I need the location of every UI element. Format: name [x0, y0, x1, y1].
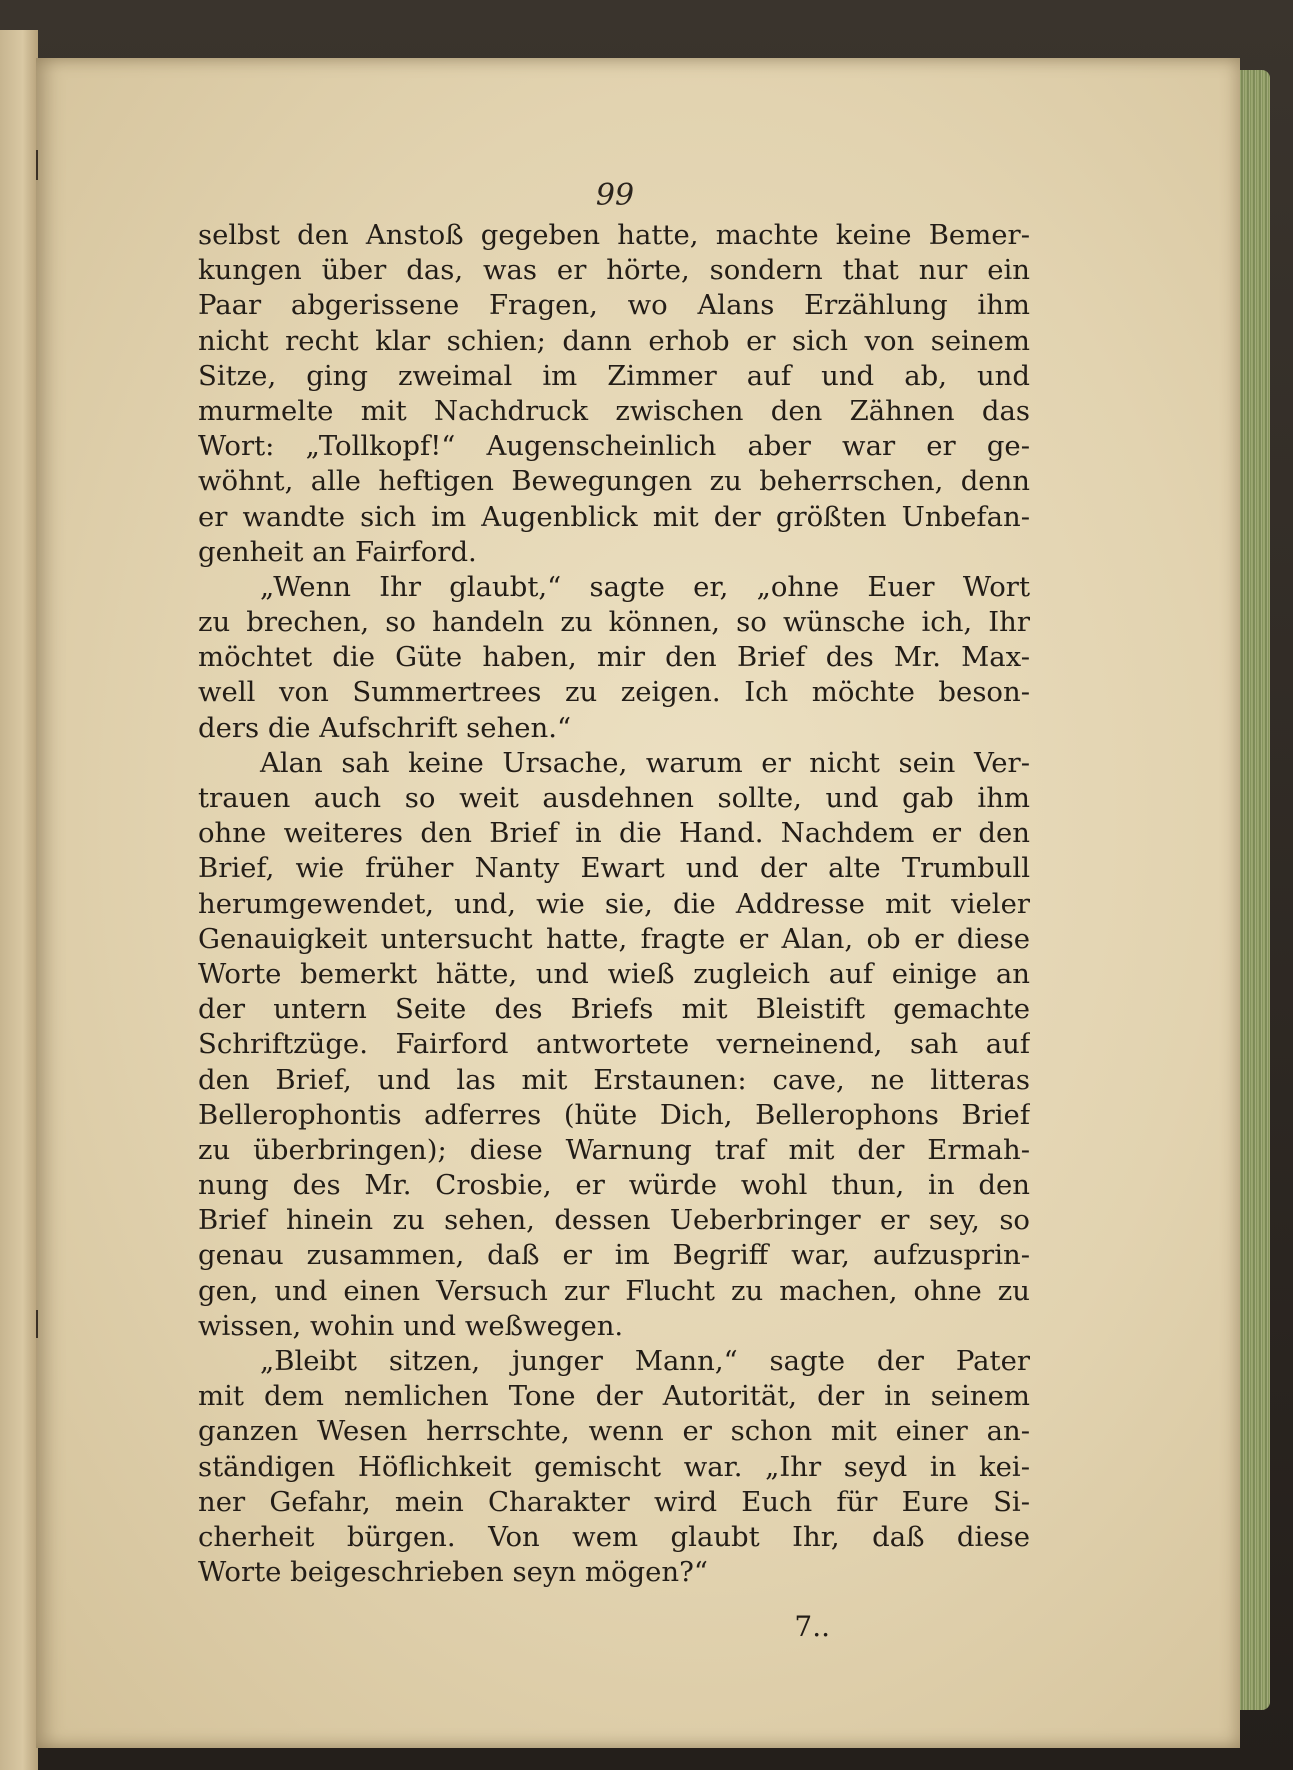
text-line: „Bleibt sitzen, junger Mann,“ sagte der Pater	[260, 1345, 1030, 1377]
text-line: wissen, wohin und weßwegen.	[198, 1309, 624, 1342]
text-line: genau zusammen, daß er im Begriff war, aufzusprin-	[198, 1239, 1030, 1272]
text-line: Alan sah keine Ursache, warum er nicht sein Ver-	[260, 746, 1030, 779]
text-line: well von Summertrees zu zeigen. Ich möchte beson-	[198, 676, 1030, 709]
text-line: gen, und einen Versuch zur Flucht zu machen, ohne zu	[198, 1274, 1030, 1307]
body-text	[198, 218, 1030, 1590]
margin-mark	[36, 150, 38, 180]
text-line: murmelte mit Nachdruck zwischen den Zähnen das	[198, 394, 1030, 427]
text-line: selbst den Anstoß gegeben hatte, machte keine Bemer-	[198, 219, 1030, 251]
text-line: der untern Seite des Briefs mit Bleistift gemachte	[198, 993, 1030, 1026]
text-line: ganzen Wesen herrschte, wenn er schon mit einer an-	[198, 1415, 1030, 1448]
text-line: mit dem nemlichen Tone der Autorität, der in seinem	[198, 1380, 1030, 1413]
text-line: Worte beigeschrieben seyn mögen?“	[198, 1556, 708, 1589]
text-line: er wandte sich im Augenblick mit der größten Unbefan-	[198, 500, 1030, 533]
text-line: Brief hinein zu sehen, dessen Ueberbringer er sey, so	[198, 1204, 1030, 1237]
text-line: den Brief, und las mit Erstaunen: cave, ne litteras	[198, 1063, 1030, 1096]
text-line: cherheit bürgen. Von wem glaubt Ihr, daß diese	[198, 1520, 1030, 1553]
text-line: Paar abgerissene Fragen, wo Alans Erzählung ihm	[198, 289, 1030, 322]
text-line: ner Gefahr, mein Charakter wird Euch für Eure Si-	[198, 1485, 1030, 1518]
text-line: ohne weiteres den Brief in die Hand. Nachdem er den	[198, 817, 1030, 850]
page-number: 99	[595, 178, 635, 213]
facing-page-edge	[0, 30, 38, 1770]
text-line: trauen auch so weit ausdehnen sollte, und gab ihm	[198, 782, 1030, 814]
text-line: ständigen Höflichkeit gemischt war. „Ihr seyd in kei-	[198, 1450, 1030, 1483]
text-line: Brief, wie früher Nanty Ewart und der alte Trumbull	[198, 852, 1030, 885]
text-line: Genauigkeit untersucht hatte, fragte er Alan, ob er diese	[198, 922, 1030, 955]
text-line: kungen über das, was er hörte, sondern that nur ein	[198, 254, 1030, 287]
text-line: Schriftzüge. Fairford antwortete verneinend, sah auf	[198, 1028, 1030, 1061]
text-line: Worte bemerkt hätte, und wieß zugleich auf einige an	[198, 957, 1030, 990]
text-line: genheit an Fairford.	[198, 535, 477, 568]
text-line: Wort: „Tollkopf!“ Augenscheinlich aber war er ge-	[198, 430, 1030, 463]
text-line: möchtet die Güte haben, mir den Brief des Mr. Max-	[198, 641, 1030, 674]
text-line: nicht recht klar schien; dann erhob er sich von seinem	[198, 324, 1030, 357]
text-line: nung des Mr. Crosbie, er würde wohl thun, in den	[198, 1169, 1030, 1202]
text-line: zu überbringen); diese Warnung traf mit der Ermah-	[198, 1133, 1030, 1166]
text-line: Bellerophontis adferres (hüte Dich, Bellerophons Brief	[198, 1098, 1030, 1131]
margin-mark	[36, 1310, 38, 1338]
text-line: „Wenn Ihr glaubt,“ sagte er, „ohne Euer Wort	[260, 570, 1030, 603]
text-line: Sitze, ging zweimal im Zimmer auf und ab, und	[198, 359, 1030, 392]
text-line: zu brechen, so handeln zu können, so wünsche ich, Ihr	[198, 606, 1030, 639]
text-line: ders die Aufschrift sehen.“	[198, 711, 572, 744]
text-line: wöhnt, alle heftigen Bewegungen zu beherrschen, denn	[198, 465, 1030, 498]
text-line: herumgewendet, und, wie sie, die Addresse mit vieler	[198, 887, 1030, 920]
catchword: 7..	[794, 1610, 830, 1643]
